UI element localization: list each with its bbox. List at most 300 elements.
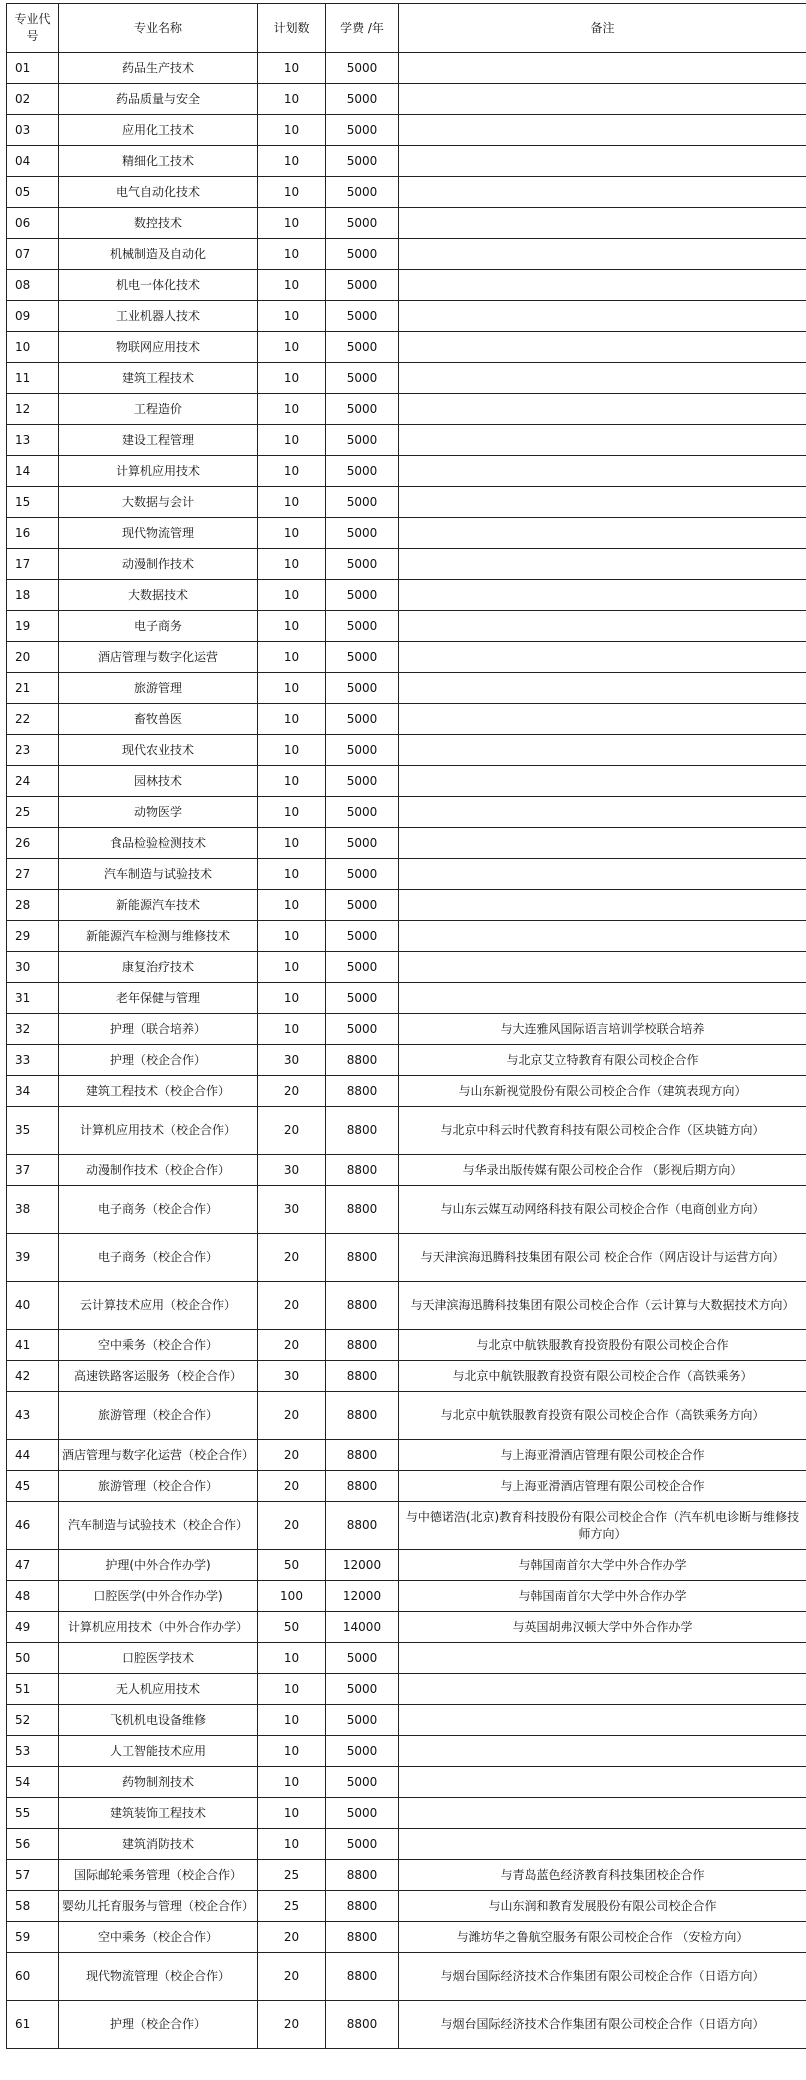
cell-fee: 8800 [326, 1155, 399, 1186]
cell-fee: 8800 [326, 2001, 399, 2049]
cell-name: 建筑工程技术（校企合作） [59, 1076, 258, 1107]
cell-plan: 10 [258, 394, 326, 425]
cell-note [399, 1829, 806, 1860]
cell-fee: 5000 [326, 332, 399, 363]
cell-note [399, 84, 806, 115]
table-row [7, 1612, 806, 1643]
cell-note: 与华录出版传媒有限公司校企合作 （影视后期方向） [399, 1155, 806, 1186]
table-row [7, 301, 806, 332]
cell-fee: 5000 [326, 146, 399, 177]
cell-note: 与山东新视觉股份有限公司校企合作（建筑表现方向） [399, 1076, 806, 1107]
table-row [7, 1440, 806, 1471]
cell-name: 云计算技术应用（校企合作） [59, 1282, 258, 1330]
table-row [7, 580, 806, 611]
cell-code: 31 [7, 983, 59, 1014]
cell-code: 09 [7, 301, 59, 332]
table-row [7, 673, 806, 704]
cell-plan: 25 [258, 1860, 326, 1891]
cell-code: 08 [7, 270, 59, 301]
cell-name: 动物医学 [59, 797, 258, 828]
cell-plan: 10 [258, 208, 326, 239]
cell-fee: 8800 [326, 1471, 399, 1502]
cell-code: 11 [7, 363, 59, 394]
cell-plan: 10 [258, 239, 326, 270]
cell-fee: 8800 [326, 1045, 399, 1076]
header-note: 备注 [399, 4, 806, 53]
cell-fee: 5000 [326, 1643, 399, 1674]
header-fee: 学费 /年 [326, 4, 399, 53]
cell-code: 43 [7, 1392, 59, 1440]
cell-code: 14 [7, 456, 59, 487]
cell-fee: 8800 [326, 1860, 399, 1891]
table-row [7, 735, 806, 766]
cell-name: 空中乘务（校企合作） [59, 1922, 258, 1953]
cell-plan: 100 [258, 1581, 326, 1612]
table-row [7, 270, 806, 301]
table-row [7, 115, 806, 146]
table-row [7, 1014, 806, 1045]
cell-plan: 10 [258, 518, 326, 549]
cell-fee: 8800 [326, 1922, 399, 1953]
cell-note [399, 921, 806, 952]
cell-fee: 8800 [326, 1953, 399, 2001]
cell-name: 汽车制造与试验技术 [59, 859, 258, 890]
cell-plan: 20 [258, 1392, 326, 1440]
cell-code: 34 [7, 1076, 59, 1107]
cell-note [399, 363, 806, 394]
cell-name: 现代物流管理（校企合作） [59, 1953, 258, 2001]
cell-name: 建筑工程技术 [59, 363, 258, 394]
table-row [7, 487, 806, 518]
cell-fee: 5000 [326, 487, 399, 518]
header-plan: 计划数 [258, 4, 326, 53]
table-row [7, 1045, 806, 1076]
table-row [7, 1705, 806, 1736]
cell-code: 16 [7, 518, 59, 549]
cell-code: 50 [7, 1643, 59, 1674]
cell-note [399, 828, 806, 859]
cell-fee: 5000 [326, 921, 399, 952]
table-row [7, 797, 806, 828]
cell-name: 电子商务（校企合作） [59, 1234, 258, 1282]
cell-name: 口腔医学(中外合作办学) [59, 1581, 258, 1612]
cell-code: 58 [7, 1891, 59, 1922]
table-row [7, 921, 806, 952]
cell-name: 旅游管理 [59, 673, 258, 704]
cell-note: 与上海亚滑酒店管理有限公司校企合作 [399, 1471, 806, 1502]
cell-code: 32 [7, 1014, 59, 1045]
cell-plan: 50 [258, 1550, 326, 1581]
cell-code: 21 [7, 673, 59, 704]
cell-code: 23 [7, 735, 59, 766]
cell-note [399, 177, 806, 208]
cell-code: 07 [7, 239, 59, 270]
cell-note [399, 549, 806, 580]
cell-name: 动漫制作技术 [59, 549, 258, 580]
cell-fee: 5000 [326, 53, 399, 84]
cell-fee: 12000 [326, 1550, 399, 1581]
cell-fee: 8800 [326, 1330, 399, 1361]
cell-plan: 10 [258, 642, 326, 673]
cell-note: 与北京中航铁服教育投资有限公司校企合作（高铁乘务方向） [399, 1392, 806, 1440]
cell-fee: 5000 [326, 1829, 399, 1860]
cell-code: 13 [7, 425, 59, 456]
table-row [7, 1550, 806, 1581]
cell-note [399, 673, 806, 704]
cell-code: 52 [7, 1705, 59, 1736]
table-row [7, 1502, 806, 1550]
cell-name: 无人机应用技术 [59, 1674, 258, 1705]
table-row [7, 1361, 806, 1392]
table-row [7, 53, 806, 84]
cell-note [399, 735, 806, 766]
cell-plan: 10 [258, 115, 326, 146]
cell-plan: 10 [258, 1705, 326, 1736]
cell-name: 园林技术 [59, 766, 258, 797]
cell-fee: 5000 [326, 611, 399, 642]
cell-name: 飞机机电设备维修 [59, 1705, 258, 1736]
cell-name: 物联网应用技术 [59, 332, 258, 363]
cell-code: 46 [7, 1502, 59, 1550]
cell-plan: 30 [258, 1155, 326, 1186]
table-row [7, 1076, 806, 1107]
cell-code: 18 [7, 580, 59, 611]
cell-note: 与上海亚滑酒店管理有限公司校企合作 [399, 1440, 806, 1471]
cell-note: 与天津滨海迅腾科技集团有限公司校企合作（云计算与大数据技术方向） [399, 1282, 806, 1330]
table-row [7, 208, 806, 239]
cell-fee: 5000 [326, 84, 399, 115]
cell-code: 42 [7, 1361, 59, 1392]
cell-plan: 10 [258, 53, 326, 84]
table-row [7, 1234, 806, 1282]
cell-name: 新能源汽车技术 [59, 890, 258, 921]
cell-note: 与烟台国际经济技术合作集团有限公司校企合作（日语方向） [399, 1953, 806, 2001]
cell-name: 机械制造及自动化 [59, 239, 258, 270]
cell-fee: 5000 [326, 859, 399, 890]
cell-note: 与山东润和教育发展股份有限公司校企合作 [399, 1891, 806, 1922]
cell-plan: 10 [258, 332, 326, 363]
cell-note: 与韩国南首尔大学中外合作办学 [399, 1550, 806, 1581]
cell-fee: 5000 [326, 1014, 399, 1045]
cell-plan: 10 [258, 859, 326, 890]
cell-fee: 5000 [326, 518, 399, 549]
table-row [7, 456, 806, 487]
cell-note [399, 518, 806, 549]
cell-code: 24 [7, 766, 59, 797]
table-row [7, 363, 806, 394]
cell-fee: 5000 [326, 394, 399, 425]
cell-name: 高速铁路客运服务（校企合作） [59, 1361, 258, 1392]
cell-name: 护理（校企合作） [59, 2001, 258, 2049]
cell-plan: 10 [258, 301, 326, 332]
cell-plan: 30 [258, 1361, 326, 1392]
cell-note [399, 1643, 806, 1674]
cell-name: 汽车制造与试验技术（校企合作） [59, 1502, 258, 1550]
cell-code: 51 [7, 1674, 59, 1705]
cell-plan: 10 [258, 487, 326, 518]
cell-code: 04 [7, 146, 59, 177]
cell-code: 15 [7, 487, 59, 518]
cell-note: 与北京中航铁服教育投资股份有限公司校企合作 [399, 1330, 806, 1361]
cell-note: 与烟台国际经济技术合作集团有限公司校企合作（日语方向） [399, 2001, 806, 2049]
cell-name: 国际邮轮乘务管理（校企合作） [59, 1860, 258, 1891]
cell-fee: 12000 [326, 1581, 399, 1612]
cell-name: 应用化工技术 [59, 115, 258, 146]
table-row [7, 1643, 806, 1674]
cell-code: 45 [7, 1471, 59, 1502]
cell-name: 食品检验检测技术 [59, 828, 258, 859]
cell-note: 与北京中科云时代教育科技有限公司校企合作（区块链方向） [399, 1107, 806, 1155]
cell-name: 机电一体化技术 [59, 270, 258, 301]
cell-name: 药品生产技术 [59, 53, 258, 84]
cell-code: 22 [7, 704, 59, 735]
cell-code: 26 [7, 828, 59, 859]
cell-fee: 14000 [326, 1612, 399, 1643]
cell-note [399, 425, 806, 456]
cell-fee: 5000 [326, 580, 399, 611]
cell-plan: 30 [258, 1045, 326, 1076]
table-row [7, 1155, 806, 1186]
cell-name: 口腔医学技术 [59, 1643, 258, 1674]
cell-note: 与北京艾立特教育有限公司校企合作 [399, 1045, 806, 1076]
cell-plan: 10 [258, 704, 326, 735]
cell-plan: 10 [258, 1014, 326, 1045]
table-row [7, 1186, 806, 1234]
cell-code: 01 [7, 53, 59, 84]
cell-note [399, 394, 806, 425]
cell-name: 旅游管理（校企合作） [59, 1392, 258, 1440]
table-row [7, 2001, 806, 2049]
cell-note [399, 301, 806, 332]
cell-code: 44 [7, 1440, 59, 1471]
table-row [7, 394, 806, 425]
cell-code: 53 [7, 1736, 59, 1767]
cell-fee: 5000 [326, 549, 399, 580]
cell-name: 计算机应用技术（校企合作） [59, 1107, 258, 1155]
table-row [7, 611, 806, 642]
cell-code: 38 [7, 1186, 59, 1234]
cell-plan: 20 [258, 1234, 326, 1282]
cell-code: 20 [7, 642, 59, 673]
cell-name: 老年保健与管理 [59, 983, 258, 1014]
cell-note [399, 239, 806, 270]
cell-name: 电气自动化技术 [59, 177, 258, 208]
cell-code: 03 [7, 115, 59, 146]
cell-note [399, 704, 806, 735]
cell-code: 28 [7, 890, 59, 921]
table-row [7, 239, 806, 270]
table-row [7, 859, 806, 890]
cell-code: 06 [7, 208, 59, 239]
cell-code: 47 [7, 1550, 59, 1581]
cell-plan: 10 [258, 270, 326, 301]
cell-code: 41 [7, 1330, 59, 1361]
cell-name: 护理(中外合作办学) [59, 1550, 258, 1581]
table-row [7, 704, 806, 735]
cell-name: 旅游管理（校企合作） [59, 1471, 258, 1502]
cell-note [399, 952, 806, 983]
cell-fee: 5000 [326, 766, 399, 797]
cell-note [399, 859, 806, 890]
cell-plan: 10 [258, 549, 326, 580]
cell-name: 护理（联合培养） [59, 1014, 258, 1045]
cell-note [399, 146, 806, 177]
cell-plan: 20 [258, 1502, 326, 1550]
cell-code: 54 [7, 1767, 59, 1798]
cell-name: 数控技术 [59, 208, 258, 239]
cell-note [399, 53, 806, 84]
cell-code: 61 [7, 2001, 59, 2049]
cell-note [399, 1767, 806, 1798]
cell-plan: 10 [258, 1736, 326, 1767]
cell-plan: 20 [258, 1282, 326, 1330]
table-row [7, 1282, 806, 1330]
cell-plan: 20 [258, 1076, 326, 1107]
table-row [7, 1581, 806, 1612]
header-code: 专业代号 [7, 4, 59, 53]
cell-fee: 8800 [326, 1186, 399, 1234]
cell-plan: 10 [258, 611, 326, 642]
cell-plan: 10 [258, 952, 326, 983]
cell-code: 39 [7, 1234, 59, 1282]
cell-name: 药物制剂技术 [59, 1767, 258, 1798]
table-row [7, 177, 806, 208]
cell-fee: 5000 [326, 208, 399, 239]
cell-plan: 10 [258, 177, 326, 208]
table-row [7, 84, 806, 115]
cell-code: 19 [7, 611, 59, 642]
cell-name: 酒店管理与数字化运营 [59, 642, 258, 673]
cell-plan: 20 [258, 1953, 326, 2001]
cell-fee: 5000 [326, 363, 399, 394]
cell-plan: 10 [258, 766, 326, 797]
cell-note [399, 797, 806, 828]
cell-name: 空中乘务（校企合作） [59, 1330, 258, 1361]
cell-plan: 10 [258, 1767, 326, 1798]
cell-note [399, 642, 806, 673]
cell-name: 建设工程管理 [59, 425, 258, 456]
cell-note: 与大连雅风国际语言培训学校联合培养 [399, 1014, 806, 1045]
cell-note: 与中德诺浩(北京)教育科技股份有限公司校企合作（汽车机电诊断与维修技师方向） [399, 1502, 806, 1550]
cell-note [399, 1736, 806, 1767]
table-row [7, 1392, 806, 1440]
cell-fee: 5000 [326, 301, 399, 332]
table-row [7, 425, 806, 456]
table-row [7, 1767, 806, 1798]
cell-note [399, 580, 806, 611]
table-row [7, 146, 806, 177]
cell-fee: 8800 [326, 1891, 399, 1922]
cell-plan: 10 [258, 1643, 326, 1674]
cell-name: 工程造价 [59, 394, 258, 425]
table-row [7, 1330, 806, 1361]
cell-note [399, 1674, 806, 1705]
cell-note: 与潍坊华之鲁航空服务有限公司校企合作 （安检方向） [399, 1922, 806, 1953]
cell-code: 55 [7, 1798, 59, 1829]
cell-code: 37 [7, 1155, 59, 1186]
cell-fee: 5000 [326, 270, 399, 301]
cell-note [399, 332, 806, 363]
cell-name: 电子商务 [59, 611, 258, 642]
cell-fee: 5000 [326, 735, 399, 766]
cell-note [399, 208, 806, 239]
cell-name: 新能源汽车检测与维修技术 [59, 921, 258, 952]
cell-note [399, 766, 806, 797]
cell-plan: 20 [258, 2001, 326, 2049]
table-row [7, 1829, 806, 1860]
cell-fee: 5000 [326, 704, 399, 735]
cell-code: 48 [7, 1581, 59, 1612]
cell-name: 动漫制作技术（校企合作） [59, 1155, 258, 1186]
cell-plan: 10 [258, 828, 326, 859]
cell-note [399, 1705, 806, 1736]
cell-fee: 5000 [326, 673, 399, 704]
table-row [7, 766, 806, 797]
cell-fee: 8800 [326, 1392, 399, 1440]
cell-plan: 10 [258, 921, 326, 952]
table-row [7, 1674, 806, 1705]
cell-code: 49 [7, 1612, 59, 1643]
cell-fee: 8800 [326, 1076, 399, 1107]
cell-note [399, 1798, 806, 1829]
cell-code: 27 [7, 859, 59, 890]
cell-plan: 10 [258, 797, 326, 828]
cell-plan: 20 [258, 1440, 326, 1471]
cell-plan: 10 [258, 1798, 326, 1829]
cell-note [399, 456, 806, 487]
cell-code: 05 [7, 177, 59, 208]
cell-name: 药品质量与安全 [59, 84, 258, 115]
table-row [7, 952, 806, 983]
cell-plan: 10 [258, 1674, 326, 1705]
cell-plan: 20 [258, 1471, 326, 1502]
cell-code: 60 [7, 1953, 59, 2001]
cell-plan: 10 [258, 84, 326, 115]
cell-plan: 10 [258, 890, 326, 921]
cell-name: 工业机器人技术 [59, 301, 258, 332]
cell-plan: 10 [258, 735, 326, 766]
cell-fee: 5000 [326, 1736, 399, 1767]
cell-note [399, 983, 806, 1014]
table-row [7, 518, 806, 549]
cell-plan: 10 [258, 456, 326, 487]
cell-fee: 5000 [326, 642, 399, 673]
cell-note: 与北京中航铁服教育投资有限公司校企合作（高铁乘务） [399, 1361, 806, 1392]
cell-code: 30 [7, 952, 59, 983]
table-row [7, 983, 806, 1014]
cell-plan: 10 [258, 580, 326, 611]
cell-note [399, 270, 806, 301]
cell-fee: 8800 [326, 1361, 399, 1392]
table-row [7, 1736, 806, 1767]
cell-name: 计算机应用技术 [59, 456, 258, 487]
cell-name: 现代物流管理 [59, 518, 258, 549]
table-row [7, 828, 806, 859]
cell-name: 建筑装饰工程技术 [59, 1798, 258, 1829]
cell-note: 与青岛蓝色经济教育科技集团校企合作 [399, 1860, 806, 1891]
cell-code: 02 [7, 84, 59, 115]
cell-fee: 5000 [326, 828, 399, 859]
table-row [7, 1471, 806, 1502]
cell-note: 与天津滨海迅腾科技集团有限公司 校企合作（网店设计与运营方向） [399, 1234, 806, 1282]
cell-code: 12 [7, 394, 59, 425]
cell-code: 25 [7, 797, 59, 828]
cell-name: 计算机应用技术（中外合作办学） [59, 1612, 258, 1643]
table-body [7, 53, 806, 2049]
cell-name: 精细化工技术 [59, 146, 258, 177]
cell-fee: 5000 [326, 1767, 399, 1798]
cell-code: 59 [7, 1922, 59, 1953]
